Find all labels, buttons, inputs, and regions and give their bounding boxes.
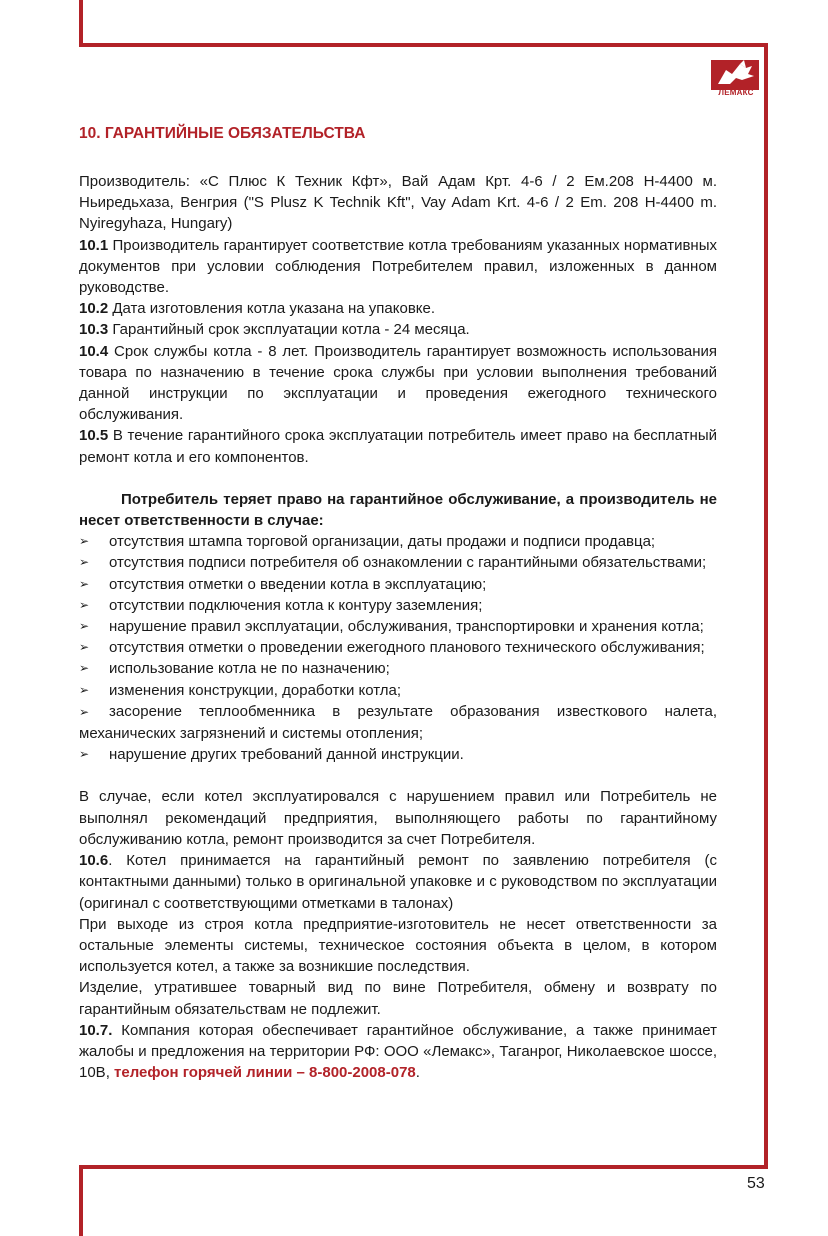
arrow-bullet-icon: ➢: [79, 661, 90, 676]
clause-number: 10.5: [79, 427, 109, 445]
page-frame-top-left: [79, 0, 83, 46]
arrow-bullet-icon: ➢: [79, 640, 90, 655]
loss-of-warranty-intro: Потребитель теряет право на гарантийное обслуживание, а производитель не несет ответственности в случае:: [79, 490, 717, 530]
clause-text: Срок службы котла - 8 лет. Производитель гарантирует возможность использования товара по назначению в течение срока службы при условии выполнения требований данной инструкции по эксплуатации и проведения ежегодного технического обслуживания.: [79, 342, 717, 424]
page-frame-bottom: [79, 1165, 768, 1169]
list-item: ➢ использование котла не по назначению;: [79, 658, 717, 679]
arrow-bullet-icon: ➢: [79, 747, 90, 762]
clause-number: 10.6: [79, 852, 109, 870]
clause-text: Дата изготовления котла указана на упаковке.: [108, 300, 436, 318]
list-item: ➢ отсутствии подключения котла к контуру заземления;: [79, 595, 717, 616]
list-item: ➢ отсутствия штампа торговой организации, даты продажи и подписи продавца;: [79, 531, 717, 552]
arrow-bullet-icon: ➢: [79, 704, 90, 719]
failure-paragraph: При выходе из строя котла предприятие-изготовитель не несет ответственности за остальные элементы системы, техническое состояния объекта в целом, в котором используется котел, а также за возникшие последствия.: [79, 915, 717, 976]
arrow-bullet-icon: ➢: [79, 534, 90, 549]
clause-10-3: [79, 319, 717, 340]
clause-10-4: [79, 341, 717, 426]
clause-10-7: 10.7. Компания которая обеспечивает гарантийное обслуживание, а также принимает жалобы и предложения на территории РФ: ООО «Лемакс», Таганрог, Николаевское шоссе, 10В, телефон горячей линии – 8-800-2008-078.: [79, 1021, 717, 1082]
page-number: 53: [747, 1175, 765, 1192]
arrow-bullet-icon: ➢: [79, 576, 90, 591]
arrow-bullet-icon: ➢: [79, 682, 90, 697]
list-item: ➢ изменения конструкции, доработки котла;: [79, 680, 717, 701]
lemax-logo-icon: [710, 56, 760, 92]
clause-number: 10.3: [79, 321, 109, 339]
list-item: ➢ отсутствия отметки о проведении ежегодного планового технического обслуживания;: [79, 637, 717, 658]
list-item: ➢ отсутствия отметки о введении котла в эксплуатацию;: [79, 574, 717, 595]
page-frame-bottom-left: [79, 1165, 83, 1236]
arrow-bullet-icon: ➢: [79, 597, 90, 612]
section-title: 10. ГАРАНТИЙНЫЕ ОБЯЗАТЕЛЬСТВА: [79, 125, 366, 142]
appearance-paragraph: Изделие, утратившее товарный вид по вине Потребителя, обмену и возврату по гарантийным обязательствам не подлежит.: [79, 979, 717, 1018]
page-frame-top: [79, 43, 768, 47]
clause-text: Компания которая обеспечивает гарантийное обслуживание, а также принимает жалобы и предложения на территории РФ: ООО «Лемакс», Таганрог, Николаевское шоссе, 10В,: [79, 1021, 717, 1082]
clause-number: 10.7.: [79, 1021, 113, 1039]
page-frame-right: [764, 43, 768, 1169]
clause-10-2: [79, 298, 717, 319]
clause-number: 10.4: [79, 342, 109, 360]
list-item: ➢ засорение теплообменника в результате образования известкового налета, механических загрязнений и системы отопления;: [79, 702, 717, 743]
clause-text: Гарантийный срок эксплуатации котла - 24 месяца.: [108, 321, 470, 339]
arrow-bullet-icon: ➢: [79, 555, 90, 570]
list-item: ➢ отсутствия подписи потребителя об ознакомлении с гарантийными обязательствами;: [79, 552, 717, 573]
clause-text: Производитель гарантирует соответствие котла требованиям указанных нормативных документов при условии соблюдения Потребителем правил, изложенных в данном руководстве.: [79, 236, 717, 297]
list-item: ➢ нарушение других требований данной инструкции.: [79, 744, 717, 765]
violation-paragraph: В случае, если котел эксплуатировался с нарушением правил или Потребитель не выполнял рекомендаций предприятия, выполняющего работы по гарантийному обслуживанию котла, ремонт производится за счет Потребителя.: [79, 788, 717, 848]
hotline-phone: телефон горячей линии – 8-800-2008-078: [114, 1064, 416, 1082]
clause-10-6: [79, 850, 717, 914]
clause-10-5: [79, 425, 717, 467]
arrow-bullet-icon: ➢: [79, 619, 90, 634]
clause-text: В течение гарантийного срока эксплуатации потребитель имеет право на бесплатный ремонт котла и его компонентов.: [79, 427, 717, 466]
logo-text: ЛЕМАКС: [718, 88, 754, 97]
warranty-section: [79, 124, 717, 1083]
clause-number: 10.2: [79, 300, 109, 318]
list-item: ➢ нарушение правил эксплуатации, обслуживания, транспортировки и хранения котла;: [79, 616, 717, 637]
clause-number: 10.1: [79, 236, 109, 254]
clause-10-1: [79, 235, 717, 299]
clause-text: . Котел принимается на гарантийный ремонт по заявлению потребителя (с контактными данными) только в оригинальной упаковке и с руководством по эксплуатации (оригинал с соответствующими отметками в талонах): [79, 852, 717, 912]
conditions-list: [79, 531, 717, 765]
manufacturer-paragraph: Производитель: «С Плюс К Техник Кфт», Вай Адам Крт. 4-6 / 2 Ем.208 H-4400 м. Ньиредьхаза, Венгрия ("S Plusz K Technik Kft", Vay Adam Krt. 4-6 / 2 Em. 208 H-4400 m. Nyiregyhaza, Hungary): [79, 173, 717, 233]
